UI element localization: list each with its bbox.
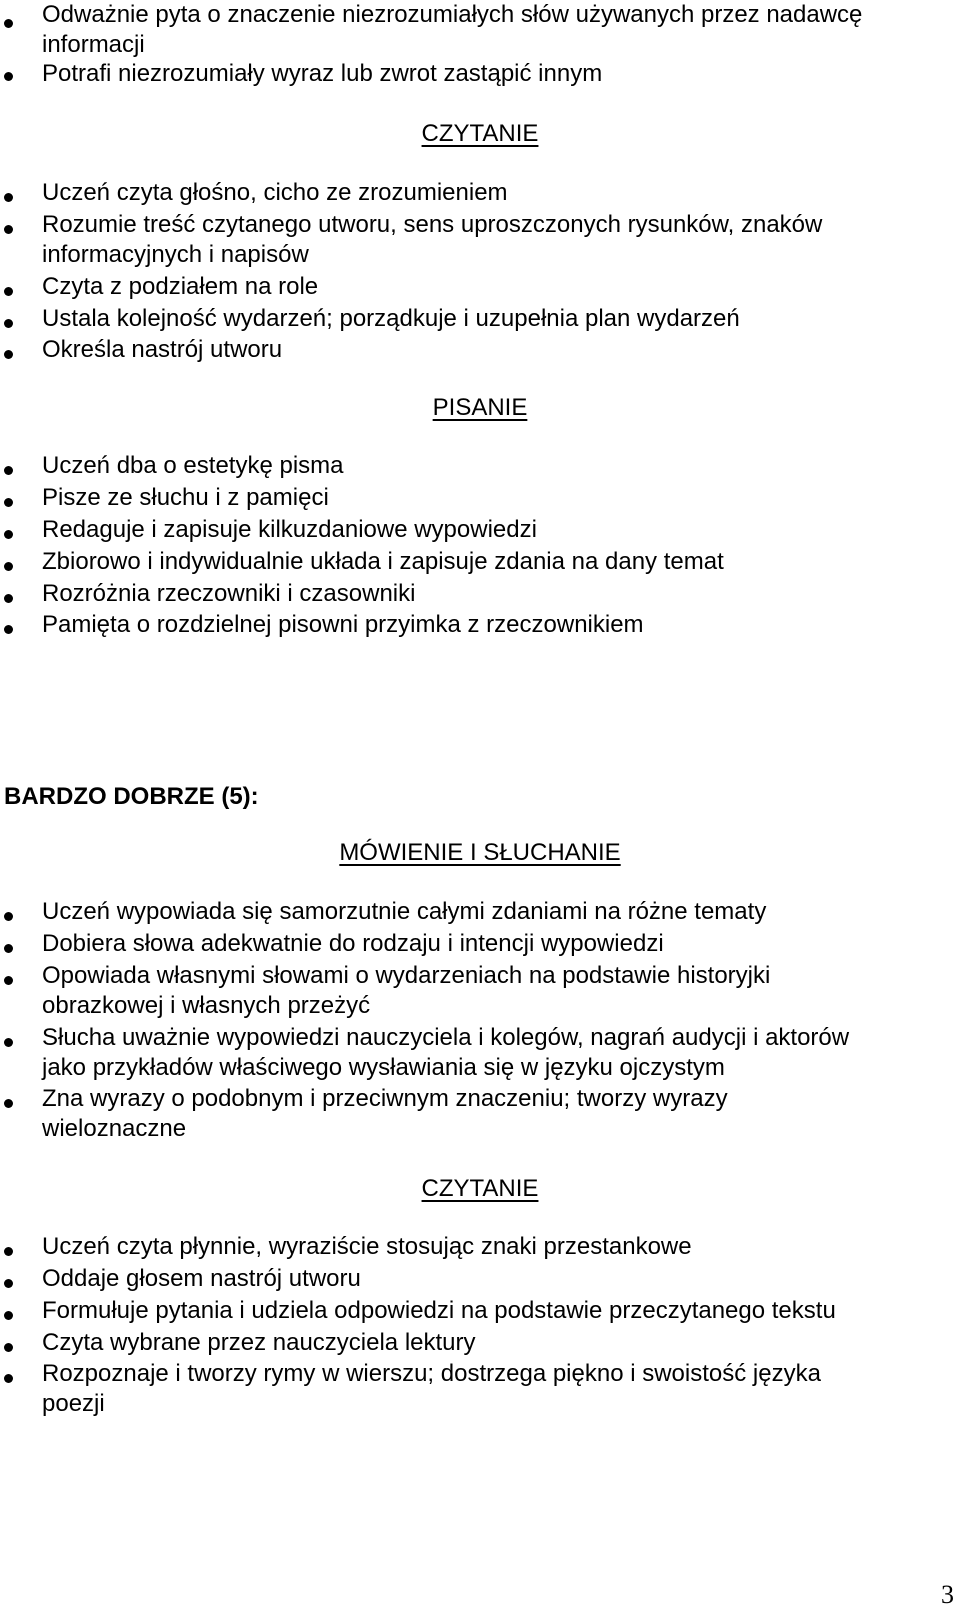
bullet-icon (4, 1374, 13, 1383)
list-item-continuation: informacyjnych i napisów (42, 241, 309, 268)
section-heading-czytanie: CZYTANIE (421, 120, 539, 147)
page-number: 3 (941, 1580, 954, 1609)
list-item: Zbiorowo i indywidualnie układa i zapisuje zdania na dany temat (42, 548, 724, 575)
bullet-icon (4, 1311, 13, 1320)
bullet-icon (4, 912, 13, 921)
bullet-icon (4, 72, 13, 81)
bullet-icon (4, 625, 13, 634)
list-item: Czyta wybrane przez nauczyciela lektury (42, 1329, 476, 1356)
bullet-icon (4, 944, 13, 953)
bullet-icon (4, 594, 13, 603)
list-item: Pamięta o rozdzielnej pisowni przyimka z rzeczownikiem (42, 611, 644, 638)
list-item: Rozumie treść czytanego utworu, sens uproszczonych rysunków, znaków (42, 211, 823, 238)
list-item: Czyta z podziałem na role (42, 273, 319, 300)
bullet-icon (4, 350, 13, 359)
bullet-icon (4, 498, 13, 507)
list-item: Określa nastrój utworu (42, 336, 283, 363)
bullet-icon (4, 1099, 13, 1108)
list-item: Ustala kolejność wydarzeń; porządkuje i uzupełnia plan wydarzeń (42, 305, 740, 332)
bullet-icon (4, 466, 13, 475)
list-item-continuation: obrazkowej i własnych przeżyć (42, 992, 371, 1019)
section-heading-czytanie: CZYTANIE (421, 1175, 539, 1202)
list-item-continuation: wieloznaczne (42, 1115, 187, 1142)
bullet-icon (4, 1279, 13, 1288)
list-item: Potrafi niezrozumiały wyraz lub zwrot zastąpić innym (42, 60, 603, 87)
section-heading-pisanie: PISANIE (432, 394, 528, 421)
list-item: Formułuje pytania i udziela odpowiedzi na podstawie przeczytanego tekstu (42, 1297, 836, 1324)
list-item: Słucha uważnie wypowiedzi nauczyciela i kolegów, nagrań audycji i aktorów (42, 1024, 850, 1051)
bullet-icon (4, 1038, 13, 1047)
bullet-icon (4, 19, 13, 28)
list-item: Rozróżnia rzeczowniki i czasowniki (42, 580, 416, 607)
list-item: Oddaje głosem nastrój utworu (42, 1265, 361, 1292)
list-item: Uczeń wypowiada się samorzutnie całymi zdaniami na różne tematy (42, 898, 767, 925)
list-item: Uczeń dba o estetykę pisma (42, 452, 344, 479)
bullet-icon (4, 1247, 13, 1256)
bullet-icon (4, 1343, 13, 1352)
list-item: Odważnie pyta o znaczenie niezrozumiałych słów używanych przez nadawcę (42, 1, 863, 28)
list-item-continuation: poezji (42, 1390, 105, 1417)
bullet-icon (4, 319, 13, 328)
section-heading-mowienie: MÓWIENIE I SŁUCHANIE (339, 839, 621, 866)
list-item: Uczeń czyta głośno, cicho ze zrozumieniem (42, 179, 508, 206)
list-item: Dobiera słowa adekwatnie do rodzaju i intencji wypowiedzi (42, 930, 664, 957)
list-item-continuation: informacji (42, 31, 145, 58)
bullet-icon (4, 530, 13, 539)
list-item: Opowiada własnymi słowami o wydarzeniach na podstawie historyjki (42, 962, 771, 989)
list-item-continuation: jako przykładów właściwego wysławiania się w języku ojczystym (42, 1054, 725, 1081)
bullet-icon (4, 225, 13, 234)
list-item: Redaguje i zapisuje kilkuzdaniowe wypowiedzi (42, 516, 537, 543)
bullet-icon (4, 193, 13, 202)
bullet-icon (4, 287, 13, 296)
grade-heading: BARDZO DOBRZE (5): (4, 783, 259, 810)
list-item: Zna wyrazy o podobnym i przeciwnym znaczeniu; tworzy wyrazy (42, 1085, 728, 1112)
bullet-icon (4, 976, 13, 985)
list-item: Pisze ze słuchu i z pamięci (42, 484, 329, 511)
bullet-icon (4, 562, 13, 571)
list-item: Rozpoznaje i tworzy rymy w wierszu; dostrzega piękno i swoistość języka (42, 1360, 821, 1387)
list-item: Uczeń czyta płynnie, wyraziście stosując znaki przestankowe (42, 1233, 692, 1260)
